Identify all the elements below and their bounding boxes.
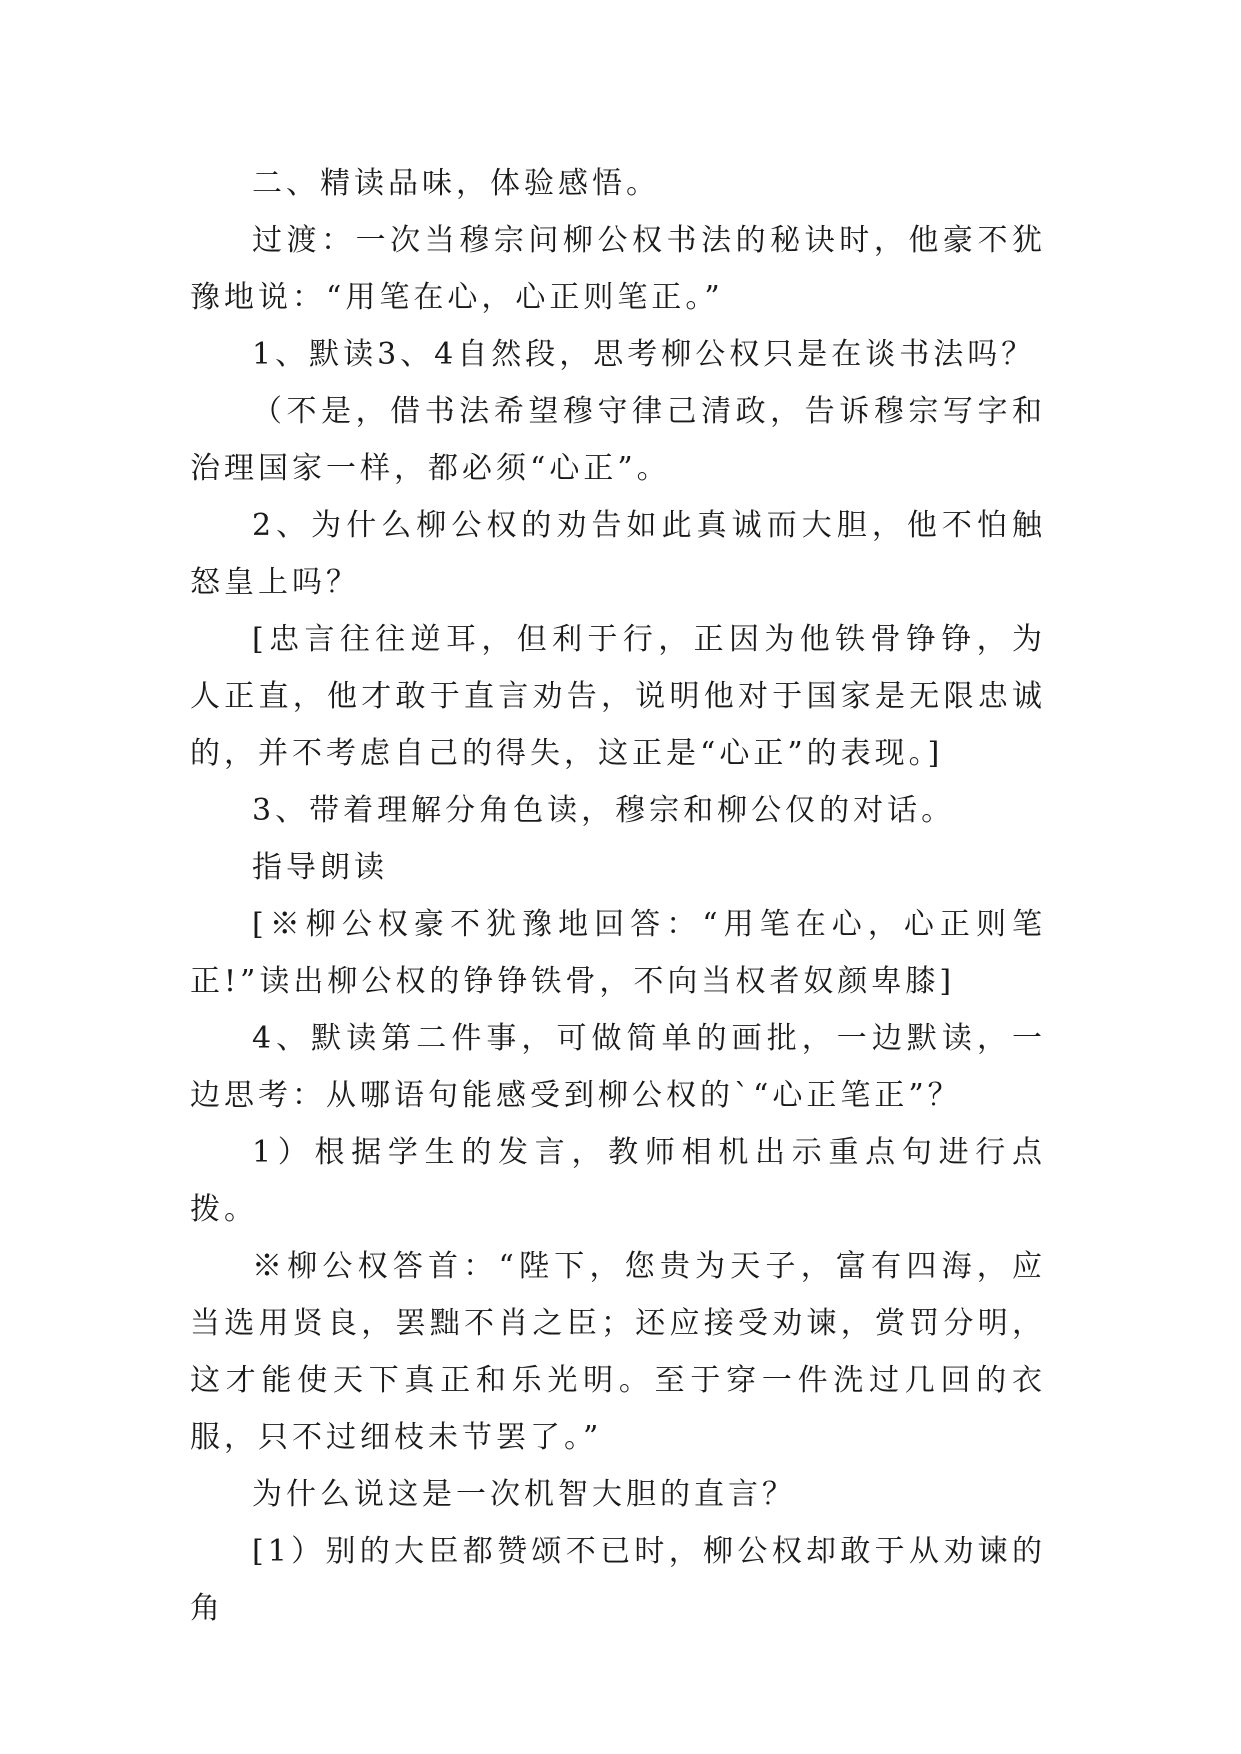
paragraph-task-3: 3、带着理解分角色读，穆宗和柳公仅的对话。	[252, 793, 956, 828]
section-heading: 二、精读品味，体验感悟。	[252, 166, 660, 201]
paragraph-reading-guide: 指导朗读	[252, 850, 388, 885]
paragraph-question: 为什么说这是一次机智大胆的直言？	[252, 1477, 796, 1512]
paragraph-answer-2: [忠言往往逆耳，但利于行，正因为他铁骨铮铮，为人正直，他才敢于直言劝告，说明他对于国家是无限忠诚的，并不考虑自己的得失，这正是“心正”的表现。]	[190, 622, 1046, 771]
paragraph-key-quote: ※柳公权答首：“陛下，您贵为天子，富有四海，应当选用贤良，罢黜不肖之臣；还应接受劝谏，赏罚分明，这才能使天下真正和乐光明。至于穿一件洗过几回的衣服，只不过细枝未节罢了。”	[190, 1249, 1046, 1455]
document-body	[190, 155, 1046, 1637]
paragraph-answer-3: [※柳公权豪不犹豫地回答：“用笔在心，心正则笔正!”读出柳公权的铮铮铁骨，不向当权者奴颜卑膝]	[190, 907, 1046, 999]
paragraph-task-1: 1、默读3、4自然段，思考柳公权只是在谈书法吗？	[252, 337, 1036, 372]
paragraph-answer-1: （不是，借书法希望穆守律己清政，告诉穆宗写字和治理国家一样，都必须“心正”。	[190, 394, 1046, 486]
paragraph-answer-4: [1）别的大臣都赞颂不已时，柳公权却敢于从劝谏的角	[190, 1534, 1046, 1626]
paragraph-task-2: 2、为什么柳公权的劝告如此真诚而大胆，他不怕触怒皇上吗？	[190, 508, 1046, 600]
paragraph-task-4: 4、默读第二件事，可做简单的画批，一边默读，一边思考：从哪语句能感受到柳公权的`“心正笔正”？	[190, 1021, 1046, 1113]
paragraph-step-1: 1）根据学生的发言，教师相机出示重点句进行点拨。	[190, 1135, 1046, 1227]
paragraph-transition: 过渡：一次当穆宗问柳公权书法的秘诀时，他豪不犹豫地说：“用笔在心，心正则笔正。”	[190, 223, 1046, 315]
